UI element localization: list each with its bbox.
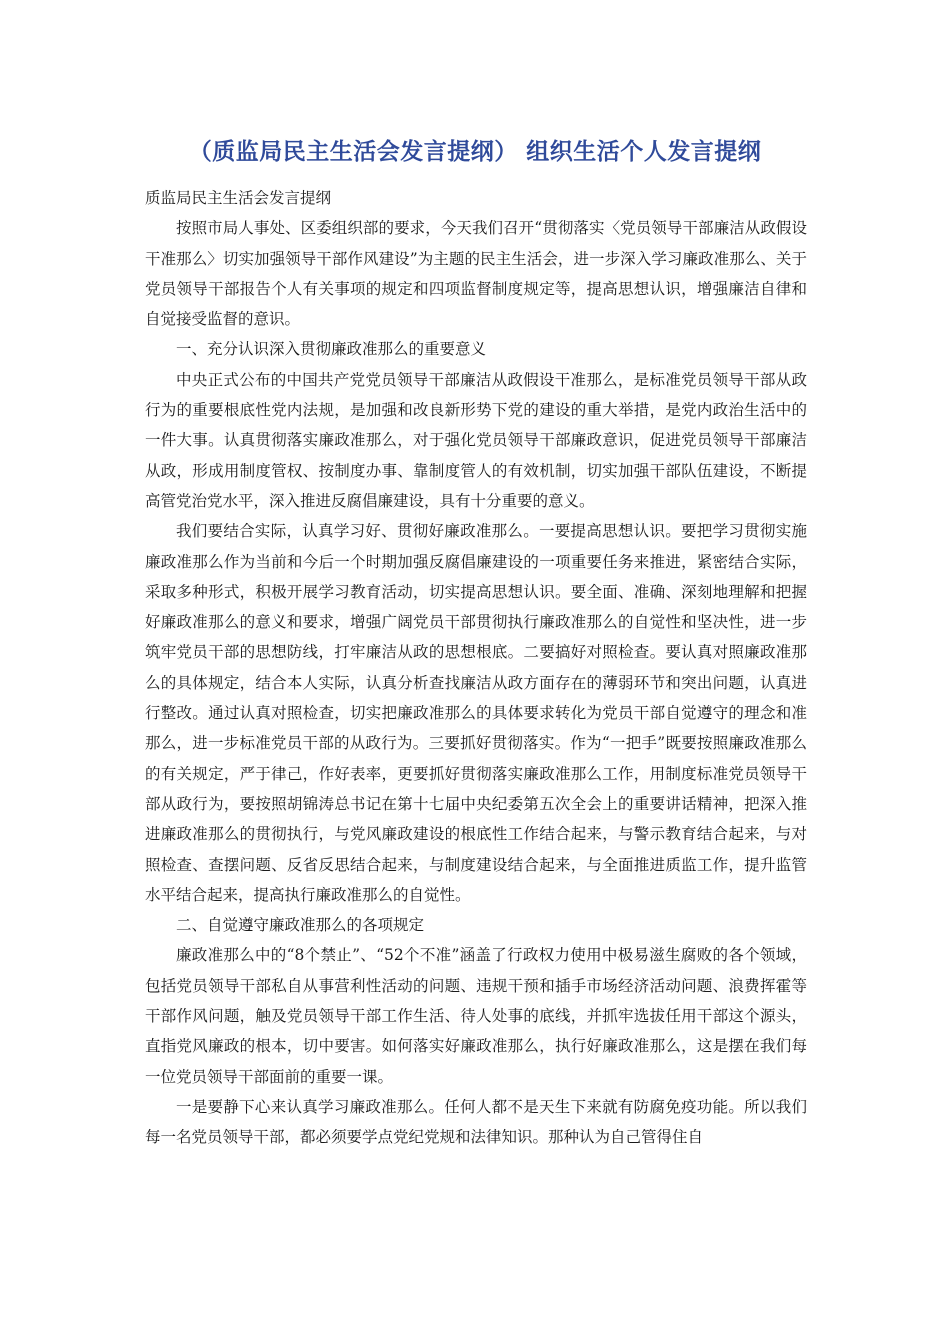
paragraph: 中央正式公布的中国共产党党员领导干部廉洁从政假设干准那么，是标准党员领导干部从政行为的重要根底性党内法规，是加强和改良新形势下党的建设的重大举措，是党内政治生活中的一件大事。认真贯彻落实廉政准那么，对于强化党员领导干部廉政意识，促进党员领导干部廉洁从政，形成用制度管权、按制度办事、靠制度管人的有效机制，切实加强干部队伍建设，不断提高管党治党水平，深入推进反腐倡廉建设，具有十分重要的意义。: [145, 370, 807, 510]
paragraph: 一是要静下心来认真学习廉政准那么。任何人都不是天生下来就有防腐免疫功能。所以我们每一名党员领导干部，都必须要学点党纪党规和法律知识。那种认为自己管得住自: [145, 1097, 807, 1147]
document-body: [145, 183, 807, 1153]
paragraph: 廉政准那么中的“8个禁止”、“52个不准”涵盖了行政权力使用中极易滋生腐败的各个领域，包括党员领导干部私自从事营利性活动的问题、违规干预和插手市场经济活动问题、浪费挥霍等干部作风问题，触及党员领导干部工作生活、待人处事的底线，并抓牢选拔任用干部这个源头，直指党风廉政的根本，切中要害。如何落实好廉政准那么，执行好廉政准那么，这是摆在我们每一位党员领导干部面前的重要一课。: [145, 946, 807, 1086]
section-heading: 二、自觉遵守廉政准那么的各项规定: [176, 916, 425, 935]
document-subtitle: 质监局民主生活会发言提纲: [145, 189, 332, 207]
section-heading: 一、充分认识深入贯彻廉政准那么的重要意义: [176, 340, 487, 359]
document-title: （质监局民主生活会发言提纲） 组织生活个人发言提纲: [188, 139, 762, 165]
paragraph: 我们要结合实际，认真学习好、贯彻好廉政准那么。一要提高思想认识。要把学习贯彻实施廉政准那么作为当前和今后一个时期加强反腐倡廉建设的一项重要任务来推进，紧密结合实际，采取多种形式，积极开展学习教育活动，切实提高思想认识。要全面、准确、深刻地理解和把握好廉政准那么的意义和要求，增强广阔党员干部贯彻执行廉政准那么的自觉性和坚决性，进一步筑牢党员干部的思想防线，打牢廉洁从政的思想根底。二要搞好对照检查。要认真对照廉政准那么的具体规定，结合本人实际，认真分析查找廉洁从政方面存在的薄弱环节和突出问题，认真进行整改。通过认真对照检查，切实把廉政准那么的具体要求转化为党员干部自觉遵守的理念和准那么，进一步标准党员干部的从政行为。三要抓好贯彻落实。作为“一把手”既要按照廉政准那么的有关规定，严于律己，作好表率，更要抓好贯彻落实廉政准那么工作，用制度标准党员领导干部从政行为，要按照胡锦涛总书记在第十七届中央纪委第五次全会上的重要讲话精神，把深入推进廉政准那么的贯彻执行，与党风廉政建设的根底性工作结合起来，与警示教育结合起来，与对照检查、查摆问题、反省反思结合起来，与制度建设结合起来，与全面推进质监工作，提升监管水平结合起来，提高执行廉政准那么的自觉性。: [145, 522, 807, 904]
paragraph: 按照市局人事处、区委组织部的要求，今天我们召开“贯彻落实〈党员领导干部廉洁从政假设干准那么〉切实加强领导干部作风建设”为主题的民主生活会，进一步深入学习廉政准那么、关于党员领导干部报告个人有关事项的规定和四项监督制度规定等，提高思想认识，增强廉洁自律和自觉接受监督的意识。: [145, 219, 807, 329]
